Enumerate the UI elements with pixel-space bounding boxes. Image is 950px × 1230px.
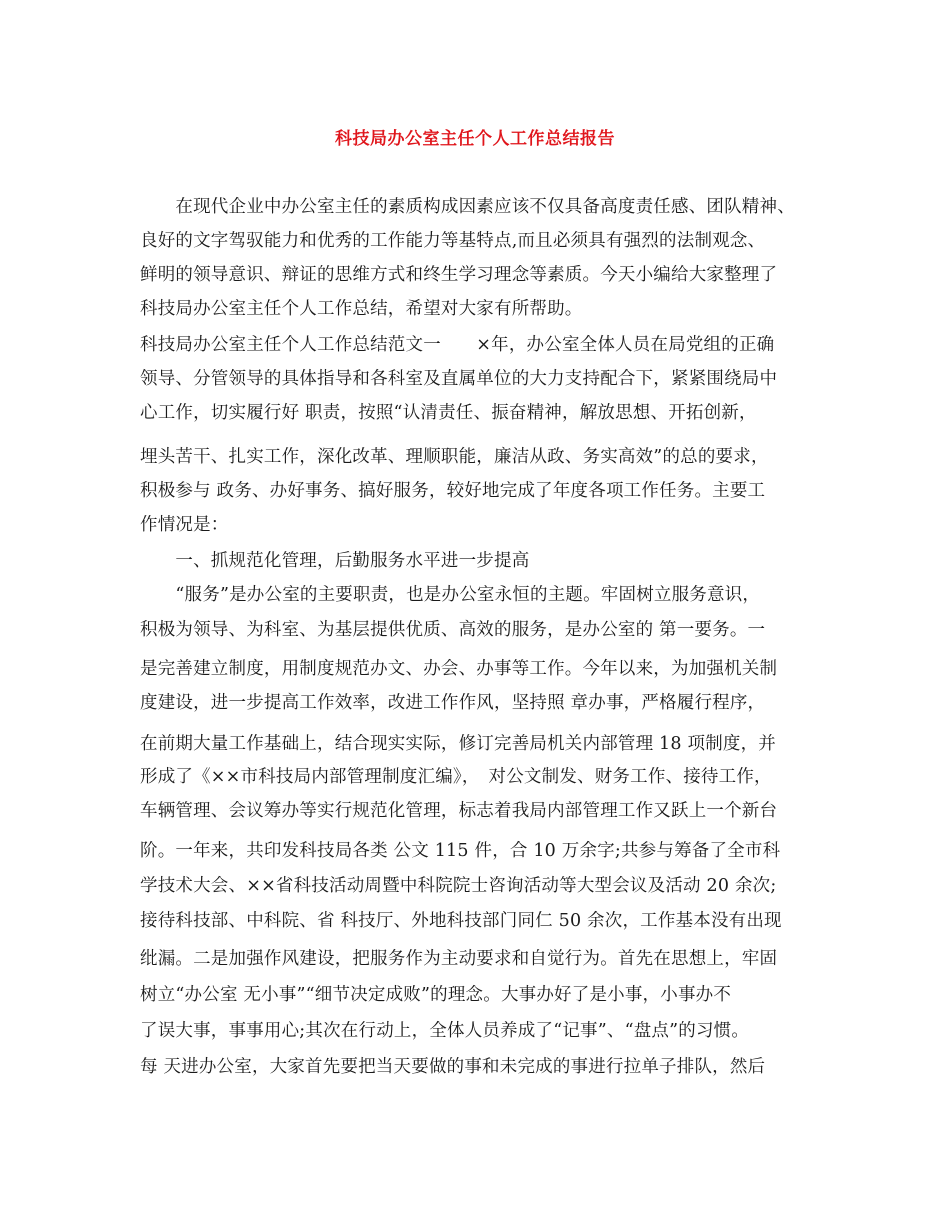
body-line: 了误大事，事事用心;其次在行动上，全体人员养成了“记事”、“盘点”的习惯。 — [140, 1021, 750, 1041]
body-line: 阶。一年来，共印发科技局各类 公文 115 件，合 10 万余字;共参与筹备了全市科 — [140, 841, 781, 861]
body-line: 埋头苦干、扎实工作，深化改革、理顺职能，廉洁从政、务实高效”的总的要求， — [140, 447, 769, 467]
body-line: 纰漏。二是加强作风建设，把服务作为主动要求和自觉行为。首先在思想上，牢固 — [140, 949, 778, 969]
body-line: 在现代企业中办公室主任的素质构成因素应该不仅具备高度责任感、团队精神、 — [140, 197, 795, 217]
body-line: 树立“办公室 无小事”“细节决定成败”的理念。大事办好了是小事，小事办不 — [140, 985, 732, 1005]
body-line: 在前期大量工作基础上，结合现实实际，修订完善局机关内部管理 18 项制度，并 — [140, 734, 776, 754]
body-line: 接待科技部、中科院、省 科技厅、外地科技部门同仁 50 余次，工作基本没有出现 — [140, 911, 782, 931]
body-line: 心工作，切实履行好 职责，按照“认清责任、振奋精神，解放思想、开拓创新， — [140, 403, 757, 423]
body-line: 学技术大会、××省科技活动周暨中科院院士咨询活动等大型会议及活动 20 余次; — [140, 876, 777, 896]
body-line: “服务”是办公室的主要职责，也是办公室永恒的主题。牢固树立服务意识， — [140, 585, 761, 605]
body-line: 车辆管理、会议筹办等实行规范化管理，标志着我局内部管理工作又跃上一个新台 — [140, 801, 778, 821]
body-line: 良好的文字驾驭能力和优秀的工作能力等基特点,而且必须具有强烈的法制观念、 — [140, 231, 766, 251]
body-line: 鲜明的领导意识、辩证的思维方式和终生学习理念等素质。今天小编给大家整理了 — [140, 265, 778, 285]
body-line: 度建设，进一步提高工作效率，改进工作作风，坚持照 章办事，严格履行程序， — [140, 693, 766, 713]
body-line: 是完善建立制度，用制度规范办文、办会、办事等工作。今年以来，为加强机关制 — [140, 659, 778, 679]
document-title: 科技局办公室主任个人工作总结报告 — [335, 129, 615, 149]
body-line: 科技局办公室主任个人工作总结，希望对大家有所帮助。 — [140, 299, 583, 319]
section-heading: 一、抓规范化管理，后勤服务水平进一步提高 — [140, 551, 530, 571]
body-line: 科技局办公室主任个人工作总结范文一 ×年，办公室全体人员在局党组的正确 — [140, 335, 775, 355]
body-line: 积极为领导、为科室、为基层提供优质、高效的服务，是办公室的 第一要务。一 — [140, 620, 766, 640]
body-line: 积极参与 政务、办好事务、搞好服务，较好地完成了年度各项工作任务。主要工 — [140, 481, 766, 501]
body-line: 形成了《××市科技局内部管理制度汇编》， 对公文制发、财务工作、接待工作， — [140, 767, 772, 787]
body-line: 作情况是： — [140, 515, 229, 535]
body-line: 领导、分管领导的具体指导和各科室及直属单位的大力支持配合下，紧紧围绕局中 — [140, 369, 778, 389]
body-line: 每 天进办公室，大家首先要把当天要做的事和未完成的事进行拉单子排队，然后 — [140, 1057, 766, 1077]
